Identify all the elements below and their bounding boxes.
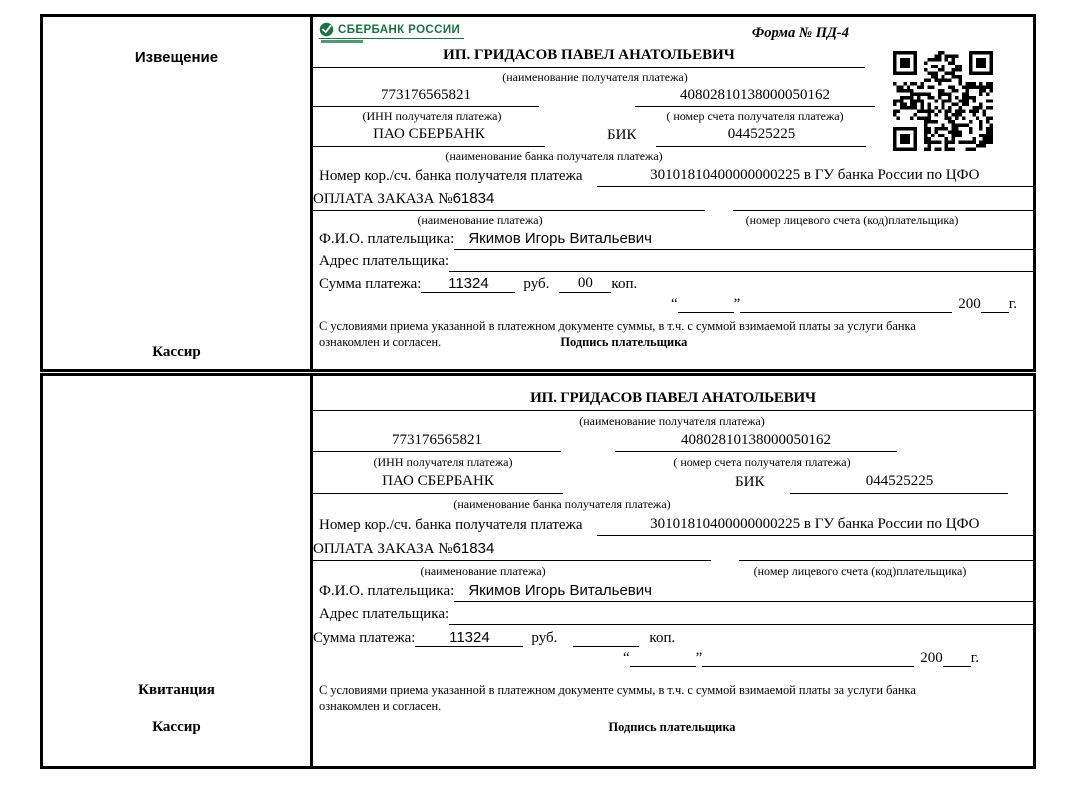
notice-section (40, 14, 1036, 372)
year-suffix: г. (1008, 296, 1017, 312)
bank-name-caption: (наименование банка получателя платежа) (445, 149, 663, 163)
agreement-text (319, 319, 1025, 350)
personal-account-cell (739, 543, 1033, 561)
account-value: 40802810138000050162 (635, 87, 875, 107)
recipient-name: ИП. ГРИДАСОВ ПАВЕЛ АНАТОЛЬЕВИЧ (443, 47, 735, 63)
date-row (319, 649, 979, 667)
payment-purpose-prefix: ОПЛАТА ЗАКАЗА № (313, 191, 453, 207)
agreement-line2: ознакомлен и согласен. (319, 334, 442, 349)
payment-purpose-cell (313, 190, 705, 211)
kop-unit-label: коп. (649, 630, 676, 646)
sum-row (313, 629, 1025, 647)
close-quote: ” (695, 650, 703, 666)
order-number-value: 61834 (452, 190, 495, 207)
receipt-title: Квитанция (138, 682, 215, 698)
corr-account-label: Номер кор./сч. банка получателя платежа (319, 517, 583, 533)
notice-title: Извещение (134, 49, 219, 66)
date-month-line (702, 649, 914, 667)
corr-account-value: 30101810400000000225 в ГУ банка России по ЦФО (597, 167, 1033, 187)
agreement-line1: С условиями приема указанной в платежном документе суммы, в т.ч. с суммой взимаемой платы за услуги банка (319, 683, 916, 697)
payer-address-value (449, 254, 1033, 272)
sum-rub-value: 11324 (421, 275, 515, 293)
open-quote: “ (622, 650, 630, 666)
year-line (981, 295, 1009, 313)
recipient-name-block (313, 390, 1033, 411)
receipt-section (40, 373, 1036, 769)
inn-caption: (ИНН получателя платежа) (362, 109, 502, 123)
gap (717, 564, 745, 578)
gap (903, 455, 1025, 469)
bik-value: 044525225 (790, 473, 1008, 494)
account-value: 40802810138000050162 (615, 432, 897, 452)
sberbank-logo-icon (319, 22, 334, 37)
agreement-line2-row (319, 335, 1025, 351)
payer-fio-label: Ф.И.О. плательщика: (319, 231, 455, 247)
inn-value: 773176565821 (313, 87, 539, 107)
payer-address-value (449, 607, 1033, 625)
bank-name-caption: (наименование банка получателя платежа) (453, 497, 671, 511)
sberbank-logo (319, 21, 464, 39)
sberbank-logo-tagline (321, 40, 363, 43)
payer-fio-value: Якимов Игорь Витальевич (454, 582, 1033, 602)
inn-account-captions (319, 455, 1025, 469)
year-prefix: 200 (920, 650, 943, 666)
account-caption: ( номер счета получателя платежа) (666, 109, 844, 123)
rub-unit-label: руб. (523, 276, 550, 292)
inn-account-captions (319, 109, 875, 123)
bik-value: 044525225 (656, 126, 866, 147)
bank-name-value: ПАО СБЕРБАНК (313, 126, 545, 147)
gap (545, 109, 635, 123)
payer-fio-value: Якимов Игорь Витальевич (454, 230, 1033, 250)
payment-purpose-row (313, 540, 1025, 561)
payer-address-label: Адрес плательщика: (319, 606, 450, 622)
receipt-cashier-label: Кассир (152, 719, 201, 735)
agreement-text (319, 683, 1025, 736)
receipt-side-column (43, 376, 313, 766)
corr-account-label: Номер кор./сч. банка получателя платежа (319, 168, 583, 184)
account-caption: ( номер счета получателя платежа) (673, 455, 851, 469)
payment-purpose-prefix: ОПЛАТА ЗАКАЗА № (313, 541, 453, 557)
payer-address-row (319, 606, 1025, 625)
year-suffix: г. (970, 650, 979, 666)
form-number-label: Форма № ПД-4 (751, 25, 849, 41)
sum-kop-value (573, 629, 639, 647)
logo-row (319, 21, 1025, 45)
signature-label: Подпись плательщика (560, 334, 688, 349)
qr-code (893, 51, 993, 151)
signature-label: Подпись плательщика (608, 720, 736, 734)
sum-label: Сумма платежа: (313, 630, 416, 646)
payment-captions-row (319, 213, 1025, 227)
agreement-line2: ознакомлен и согласен. (319, 698, 442, 713)
date-row (319, 295, 1017, 313)
inn-caption: (ИНН получателя платежа) (373, 455, 513, 469)
notice-main (313, 17, 1033, 369)
bank-name-value: ПАО СБЕРБАНК (313, 473, 563, 494)
rub-unit-label: руб. (531, 630, 558, 646)
inn-account-row (319, 87, 875, 107)
corr-account-row (319, 516, 1025, 536)
payment-purpose-row (313, 190, 1025, 211)
kop-unit-label: коп. (611, 276, 638, 292)
notice-side-column (43, 17, 313, 369)
bik-label: БИК (607, 127, 637, 143)
inn-value: 773176565821 (313, 432, 561, 452)
payer-fio-row (319, 230, 1025, 250)
corr-account-value: 30101810400000000225 в ГУ банка России по ЦФО (597, 516, 1033, 536)
sum-kop-value: 00 (559, 275, 611, 293)
payer-address-row (319, 253, 1025, 272)
recipient-name-block (313, 47, 865, 68)
recipient-name-caption: (наименование получателя платежа) (579, 414, 765, 428)
payment-name-caption: (наименование платежа) (420, 564, 546, 578)
bank-bik-row (319, 473, 1025, 494)
year-prefix: 200 (958, 296, 981, 312)
bik-label: БИК (735, 474, 765, 490)
inn-account-row (319, 432, 1025, 452)
sum-row (319, 275, 1025, 293)
personal-account-caption: (номер лицевого счета (код)плательщика) (753, 564, 967, 578)
payer-fio-label: Ф.И.О. плательщика: (319, 583, 455, 599)
personal-account-caption: (номер лицевого счета (код)плательщика) (745, 213, 959, 227)
sum-label: Сумма платежа: (319, 276, 422, 292)
recipient-name: ИП. ГРИДАСОВ ПАВЕЛ АНАТОЛЬЕВИЧ (530, 390, 816, 406)
payment-captions-row (319, 564, 1025, 578)
receipt-main (313, 376, 1033, 766)
corr-account-row (319, 167, 1025, 187)
payment-name-caption: (наименование платежа) (417, 213, 543, 227)
date-day-line (630, 649, 696, 667)
close-quote: ” (733, 296, 741, 312)
notice-cashier-label: Кассир (152, 344, 201, 360)
sum-rub-value: 11324 (415, 629, 523, 647)
recipient-name-caption: (наименование получателя платежа) (502, 70, 688, 84)
date-month-line (740, 295, 952, 313)
gap (711, 213, 739, 227)
payment-purpose-cell (313, 540, 711, 561)
sberbank-logo-text: СБЕРБАНК РОССИИ (338, 23, 461, 36)
pd4-document (40, 14, 1036, 769)
personal-account-cell (733, 193, 1033, 211)
order-number-value: 61834 (452, 540, 495, 557)
payer-fio-row (319, 582, 1025, 602)
agreement-line1: С условиями приема указанной в платежном документе суммы, в т.ч. с суммой взимаемой платы за услуги банка (319, 319, 916, 333)
gap (567, 455, 621, 469)
date-day-line (678, 295, 734, 313)
year-line (943, 649, 971, 667)
payer-address-label: Адрес плательщика: (319, 253, 450, 269)
open-quote: “ (670, 296, 678, 312)
